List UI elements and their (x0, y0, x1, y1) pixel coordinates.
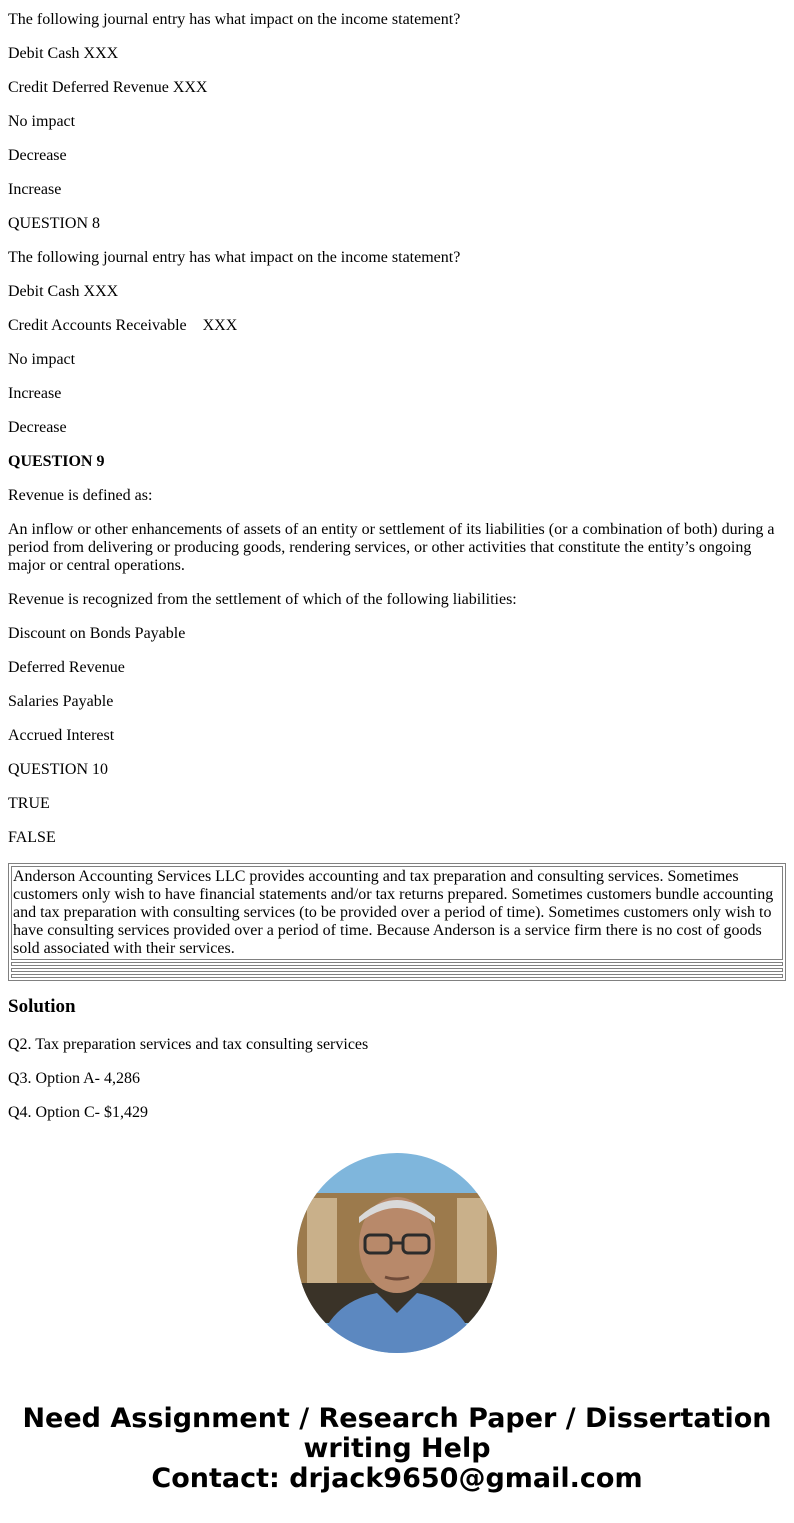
solution-answer: Q4. Option C- $1,429 (8, 1104, 148, 1121)
q10-option[interactable]: FALSE (8, 829, 56, 846)
q9-option[interactable]: Discount on Bonds Payable (8, 625, 186, 642)
solution-answer: Q3. Option A- 4,286 (8, 1070, 140, 1087)
q8-option[interactable]: Increase (8, 385, 62, 402)
q9-option[interactable]: Salaries Payable (8, 693, 114, 710)
table-divider (11, 962, 783, 966)
q9-prompt: Revenue is recognized from the settlement of which of the following liabilities: (8, 591, 517, 608)
q7-prompt: The following journal entry has what impact on the income statement? (8, 11, 461, 28)
q10-heading: QUESTION 10 (8, 761, 108, 778)
promo-line: writing Help (303, 1433, 491, 1464)
case-table (8, 863, 786, 981)
solution-heading: Solution (8, 996, 76, 1017)
q8-entry-credit: Credit Accounts Receivable XXX (8, 317, 238, 334)
q7-entry-credit: Credit Deferred Revenue XXX (8, 79, 208, 96)
q9-option[interactable]: Deferred Revenue (8, 659, 125, 676)
promo-line: Need Assignment / Research Paper / Dissertation (22, 1403, 772, 1434)
q8-entry-debit: Debit Cash XXX (8, 283, 119, 300)
q9-heading: QUESTION 9 (8, 453, 105, 470)
solution-answer: Q2. Tax preparation services and tax consulting services (8, 1036, 369, 1053)
table-divider (11, 968, 783, 972)
avatar-portrait (297, 1153, 497, 1353)
case-text: Anderson Accounting Services LLC provides accounting and tax preparation and consulting services. Sometimes customers only wish to have financial statements and/or tax returns prepared. Sometimes customers bundle accounting and tax preparation with consulting services (to be provided over a period of time). Sometimes customers only wish to have consulting services provided over a period of time. Because Anderson is a service firm there is no cost of goods sold associated with their services. (13, 868, 774, 957)
q8-option[interactable]: Decrease (8, 419, 67, 436)
q8-prompt: The following journal entry has what impact on the income statement? (8, 249, 461, 266)
case-text-cell (11, 866, 783, 960)
q9-definition: An inflow or other enhancements of assets of an entity or settlement of its liabilities (or a combination of both) during a period from delivering or producing goods, rendering services, or other activities that constitute the entity’s ongoing major or central operations. (8, 521, 779, 574)
q10-option[interactable]: TRUE (8, 795, 50, 812)
promo-contact[interactable]: Contact: drjack9650@gmail.com (151, 1463, 643, 1494)
table-divider (11, 974, 783, 978)
q7-entry-debit: Debit Cash XXX (8, 45, 119, 62)
q9-intro: Revenue is defined as: (8, 487, 153, 504)
promo-banner (0, 1404, 794, 1494)
q8-option[interactable]: No impact (8, 351, 76, 368)
q7-option[interactable]: No impact (8, 113, 76, 130)
q8-heading: QUESTION 8 (8, 215, 100, 232)
q7-option[interactable]: Increase (8, 181, 62, 198)
q7-option[interactable]: Decrease (8, 147, 67, 164)
tutor-avatar (297, 1153, 497, 1353)
q9-option[interactable]: Accrued Interest (8, 727, 115, 744)
